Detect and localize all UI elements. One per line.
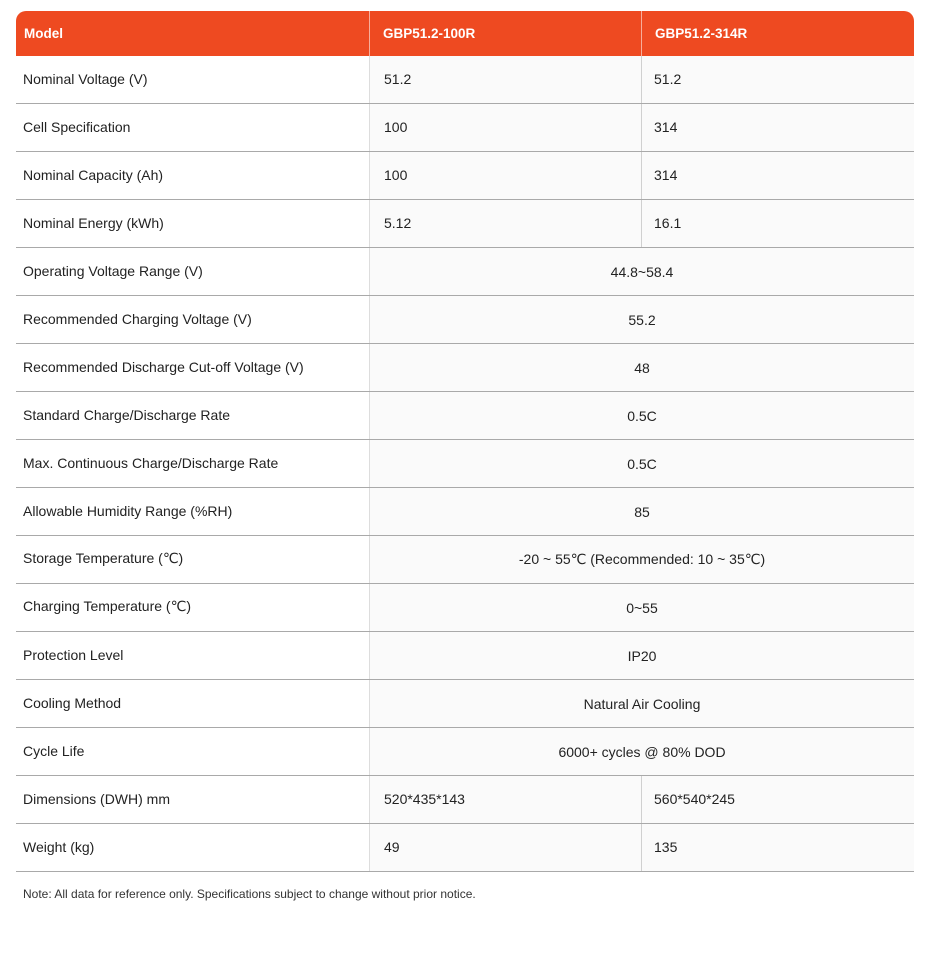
cell-value-shared: 0.5C: [369, 440, 914, 487]
cell-value-shared: 85: [369, 488, 914, 535]
table-row: [16, 152, 914, 200]
header-col-100r: GBP51.2-100R: [369, 11, 641, 56]
cell-value-100r: 520*435*143: [369, 776, 641, 823]
cell-value-314r: 16.1: [641, 200, 914, 247]
cell-value-shared: -20 ~ 55℃ (Recommended: 10 ~ 35℃): [369, 536, 914, 583]
cell-value-100r: 5.12: [369, 200, 641, 247]
table-row: [16, 104, 914, 152]
row-label: Operating Voltage Range (V): [23, 262, 203, 279]
row-label: Nominal Capacity (Ah): [23, 166, 164, 183]
table-row: [16, 776, 914, 824]
row-label: Recommended Discharge Cut-off Voltage (V): [23, 358, 304, 375]
table-row: [16, 248, 914, 296]
row-label: Cell Specification: [23, 118, 131, 135]
row-label: Recommended Charging Voltage (V): [23, 310, 252, 327]
header-col-314r: GBP51.2-314R: [641, 11, 914, 56]
row-label: Nominal Voltage (V): [23, 70, 148, 87]
cell-value-100r: 51.2: [369, 56, 641, 103]
footnote: Note: All data for reference only. Specifications subject to change without prior notice.: [23, 887, 476, 901]
table-row: [16, 536, 914, 584]
cell-value-shared: 44.8~58.4: [369, 248, 914, 295]
table-row: [16, 632, 914, 680]
cell-value-shared: 48: [369, 344, 914, 391]
row-label: Cycle Life: [23, 742, 85, 759]
cell-value-shared: 6000+ cycles @ 80% DOD: [369, 728, 914, 775]
row-label: Storage Temperature (℃): [23, 550, 184, 566]
cell-value-100r: 100: [369, 104, 641, 151]
cell-value-100r: 49: [369, 824, 641, 871]
row-label: Dimensions (DWH) mm: [23, 790, 170, 807]
cell-value-shared: IP20: [369, 632, 914, 679]
table-row: [16, 728, 914, 776]
table-row: [16, 296, 914, 344]
cell-value-314r: 51.2: [641, 56, 914, 103]
table-row: [16, 56, 914, 104]
table-row: [16, 680, 914, 728]
cell-value-shared: 0~55: [369, 584, 914, 631]
spec-table: [16, 11, 914, 872]
cell-value-314r: 314: [641, 152, 914, 199]
cell-value-314r: 560*540*245: [641, 776, 914, 823]
row-label: Charging Temperature (℃): [23, 598, 191, 614]
table-row: [16, 440, 914, 488]
row-label: Weight (kg): [23, 838, 95, 855]
cell-value-314r: 135: [641, 824, 914, 871]
cell-value-shared: Natural Air Cooling: [369, 680, 914, 727]
header-model: Model: [24, 26, 63, 41]
row-label: Nominal Energy (kWh): [23, 214, 164, 231]
table-row: [16, 488, 914, 536]
row-label: Allowable Humidity Range (%RH): [23, 502, 233, 519]
row-label: Standard Charge/Discharge Rate: [23, 406, 231, 423]
table-row: [16, 200, 914, 248]
row-label: Cooling Method: [23, 694, 122, 711]
table-row: [16, 824, 914, 872]
row-label: Protection Level: [23, 646, 124, 663]
cell-value-314r: 314: [641, 104, 914, 151]
cell-value-shared: 55.2: [369, 296, 914, 343]
table-row: [16, 344, 914, 392]
table-row: [16, 584, 914, 632]
table-header: [16, 11, 914, 56]
table-row: [16, 392, 914, 440]
cell-value-shared: 0.5C: [369, 392, 914, 439]
cell-value-100r: 100: [369, 152, 641, 199]
row-label: Max. Continuous Charge/Discharge Rate: [23, 454, 279, 471]
